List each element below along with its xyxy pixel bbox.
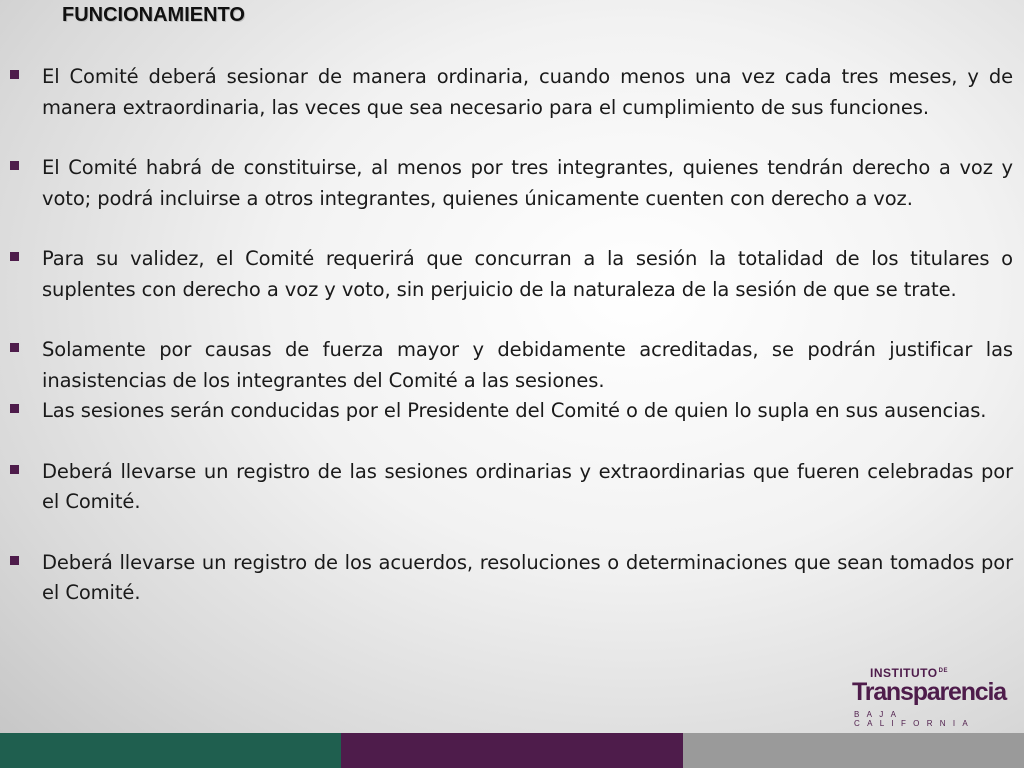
footer-gray-segment (683, 733, 1024, 768)
bullet-item (10, 153, 1013, 214)
bullet-item (10, 62, 1013, 123)
bullet-text: Para su validez, el Comité requerirá que concurran a la sesión la totalidad de los titulares o suplentes con derecho a voz y voto, sin perjuicio de la naturaleza de la sesión de que se trate. (42, 247, 1013, 301)
bullet-text: El Comité habrá de constituirse, al menos por tres integrantes, quienes tendrán derecho a voz y voto; podrá incluirse a otros integrantes, quienes únicamente cuenten con derecho a voz. (42, 156, 1013, 210)
footer-green-segment (0, 733, 341, 768)
square-bullet-icon (10, 402, 20, 412)
square-bullet-icon (10, 159, 20, 169)
bullet-text: Solamente por causas de fuerza mayor y debidamente acreditadas, se podrán justificar las inasistencias de los integrantes del Comité a las sesiones. (42, 338, 1013, 392)
bullet-text: Deberá llevarse un registro de los acuerdos, resoluciones o determinaciones que sean tomados por el Comité. (42, 550, 1013, 604)
bullet-item (10, 548, 1013, 609)
bullet-text: Las sesiones serán conducidas por el Presidente del Comité o de quien lo supla en sus ausencias. (42, 399, 987, 422)
square-bullet-icon (10, 250, 20, 260)
square-bullet-icon (10, 554, 20, 564)
logo-line-1-suffix: DE (938, 668, 948, 674)
bullet-item (10, 457, 1013, 518)
logo-baja-california-text: BAJA CALIFORNIA (854, 710, 976, 728)
logo-transparencia-text: Transparencia (852, 678, 1006, 706)
bullet-item (10, 335, 1013, 396)
institute-logo (848, 666, 1006, 728)
logo-line-1: INSTITUTO (870, 666, 938, 680)
square-bullet-icon (10, 341, 20, 351)
bullet-list (10, 62, 1013, 609)
square-bullet-icon (10, 463, 20, 473)
footer-purple-segment (341, 733, 683, 768)
bullet-item (10, 244, 1013, 305)
bullet-item (10, 396, 1013, 427)
bullet-text: Deberá llevarse un registro de las sesiones ordinarias y extraordinarias que fueren celebradas por el Comité. (42, 459, 1013, 513)
square-bullet-icon (10, 68, 20, 78)
slide-title: FUNCIONAMIENTO (62, 4, 245, 26)
footer-color-bar (0, 733, 1024, 768)
bullet-text: El Comité deberá sesionar de manera ordinaria, cuando menos una vez cada tres meses, y de manera extraordinaria, las veces que sea necesario para el cumplimiento de sus funciones. (42, 65, 1013, 119)
